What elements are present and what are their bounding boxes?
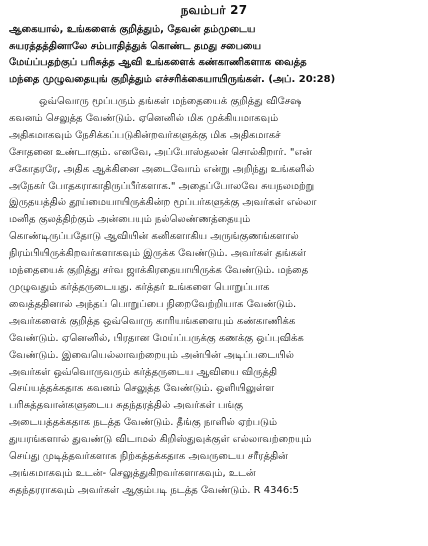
body-line: வேண்டும். ஏனெனில், பிரதான மேய்ப்பருக்கு கணக்கு ஒப்புவிக்க (9, 332, 304, 344)
body-line: சோதனை உண்டாகும். எனவே, அப்போஸ்தலன் சொல்கிறார். "என் (9, 146, 312, 158)
verse-line: சுயரத்தத்தினாலே சம்பாதித்துக் கொண்ட தமது சபையை (9, 40, 262, 52)
body-line: அங்கமாகவும் உடன்- செலுத்துகிறவர்களாகவும், உடன் (9, 467, 256, 479)
verse-line: ஆகையால், உங்களைக் குறித்தும், தேவன் தம்முடைய (9, 24, 256, 35)
scripture-verse (9, 22, 421, 88)
body-line: பரிசுத்தவான்களுடைய சுதந்தரத்தில் அவர்கள் பங்கு (9, 400, 244, 412)
body-line: இருதயத்தில் தூய்மையாயிருக்கின்ற மூப்பர்களுக்கு அவர்கள் எல்லா (9, 197, 317, 209)
body-line: கொண்டிருப்பதோடு ஆவியின் கனிகளாகிய அருங்குணங்களால் (9, 231, 299, 243)
body-line: சகோதரரே, அதிக ஆக்கினை அடைவோம் என்று அறிந்து உங்களில் (9, 163, 315, 175)
body-line: துயரங்களால் துவண்டு விடாமல் கிறிஸ்துவுக்குள் எல்லாவற்றையும் (9, 434, 312, 446)
body-line: அடையத்தக்கதாக நடத்த வேண்டும். தீங்கு நாளில் ஏற்படும் (9, 417, 278, 429)
verse-line: மந்தை முழுவதையுங் குறித்தும் எச்சரிக்கையாயிருங்கள். (அப். 20:28) (9, 73, 336, 85)
body-line: நிரம்பியிருக்கிறவர்களாகவும் இருக்க வேண்டும். அவர்கள் தங்கள் (9, 248, 307, 260)
body-line: வேண்டும். இவையெல்லாவற்றையும் அன்பின் அடிப்படையில் (9, 349, 294, 361)
body-line: வைத்ததினால் அந்தப் பொறுப்பை நிறைவேற்றியாக வேண்டும். (9, 298, 297, 310)
source-reference: R 4346:5 (253, 484, 299, 496)
body-line: மந்தையைக் குறித்து சர்வ ஜாக்கிரதையாயிருக்க வேண்டும். மந்தை (9, 265, 309, 277)
body-line: அநேகர் போதகராகாதிருப்பீர்களாக." அதைப்போலவே சுயநலமற்று (9, 180, 315, 192)
body-line: செய்து முடித்தவர்களாக நிற்கத்தக்கதாக அவருடைய சரீரத்தின் (9, 451, 288, 463)
body-line: சுதந்தரராகவும் அவர்கள் ஆகும்படி நடத்த வேண்டும். (9, 484, 251, 496)
body-line: முழுவதும் கர்த்தருடையது. கர்த்தர் உங்களை பொறுப்பாக (9, 281, 270, 293)
date-heading: நவம்பர் 27 (180, 3, 248, 17)
verse-line: மேய்ப்பதற்குப் பரிசுத்த ஆவி உங்களைக் கண்காணிகளாக வைத்த (9, 57, 307, 68)
body-line: அவர்களைக் குறித்த ஒவ்வொரு காரியங்களையும் கண்காணிக்க (9, 315, 296, 327)
body-line: ஒவ்வொரு மூப்பரும் தங்கள் மந்தையைக் குறித்து விசேஷ (39, 96, 302, 107)
body-line: அவர்கள் ஒவ்வொருவரும் கர்த்தருடைய ஆவியை விருத்தி (9, 366, 278, 378)
final-line (9, 483, 421, 500)
body-line: கவனம் செலுத்த வேண்டும். ஏனெனில் மிக முக்கியமாகவும் (9, 112, 279, 124)
body-line: செய்யத்தக்கதாக கவனம் செலுத்த வேண்டும். ஒளியிலுள்ள (9, 383, 275, 395)
body-line: அதிகமாகவும் நேசிக்கப்படுகின்றவர்களுக்கு மிக அதிகமாகச் (9, 129, 281, 141)
devotional-body (9, 94, 421, 500)
body-line: மனித குலத்திற்கும் அன்பையும் நல்லெண்ணத்தையும் (9, 214, 251, 226)
